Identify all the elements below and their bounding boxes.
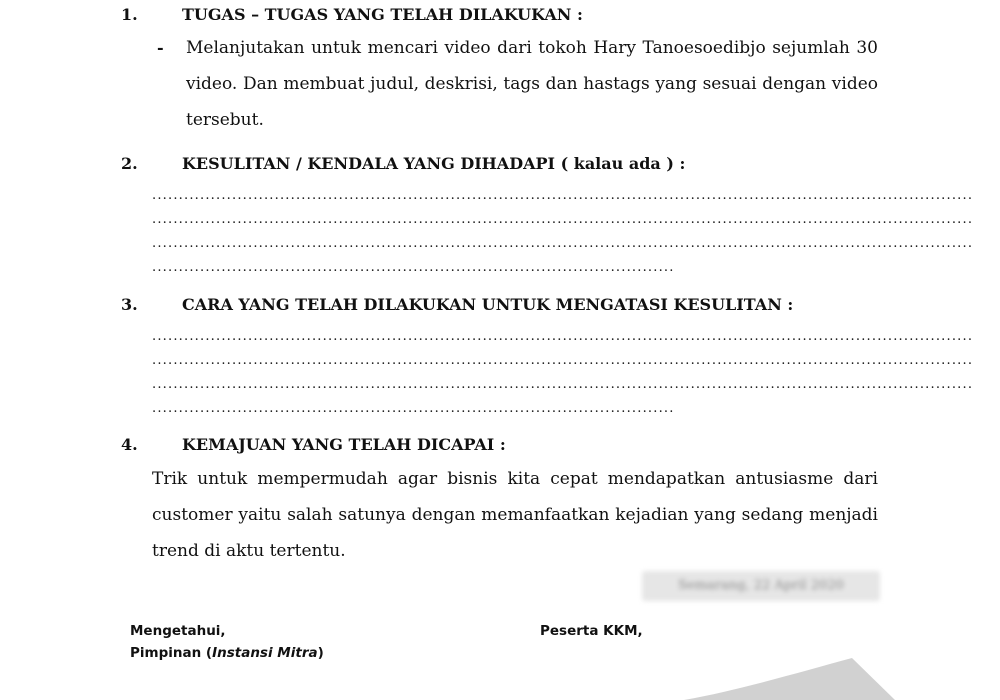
section-3-number: 3. [121, 295, 138, 314]
section-3-heading: CARA YANG TELAH DILAKUKAN UNTUK MENGATASI KESULITAN : [182, 295, 794, 314]
section-2-heading: KESULITAN / KENDALA YANG DIHADAPI ( kalau ada ) : [182, 154, 686, 173]
section-4-heading: KEMAJUAN YANG TELAH DICAPAI : [182, 435, 506, 454]
section-1-heading: TUGAS – TUGAS YANG TELAH DILAKUKAN : [182, 5, 583, 24]
signature-right-title: Peserta KKM, [540, 623, 643, 639]
dotted-line: .......................................................................................................................................................... [152, 353, 974, 368]
dotted-line: .......................................................................................................................................................... [152, 188, 974, 203]
section-1-number: 1. [121, 5, 138, 24]
dotted-line: .......................................................................................................................................................... [152, 329, 974, 344]
dotted-line: .................................................................................................. [152, 401, 675, 416]
section-2-number: 2. [121, 154, 138, 173]
section-4-text: Trik untuk mempermudah agar bisnis kita cepat mendapatkan antusiasme dari customer yaitu salah satunya dengan memanfaatkan kejadian yang sedang menjadi trend di aktu tertentu. [152, 469, 878, 561]
signature-left-role: Pimpinan (Instansi Mitra) [130, 645, 324, 661]
dotted-line: .................................................................................................. [152, 260, 675, 275]
section-1-text: Melanjutakan untuk mencari video dari tokoh Hary Tanoesoedibjo sejumlah 30 video. Dan membuat judul, deskrisi, tags dan hastags yang sesuai dengan video tersebut. [186, 38, 878, 130]
dotted-line: .......................................................................................................................................................... [152, 377, 974, 392]
dotted-line: .......................................................................................................................................................... [152, 236, 974, 251]
section-4-number: 4. [121, 435, 138, 454]
dotted-line: .......................................................................................................................................................... [152, 212, 974, 227]
section-1-bullet: - [157, 38, 164, 57]
redacted-date: Semarang, 22 April 2020 [642, 571, 880, 601]
signature-left-title: Mengetahui, [130, 623, 226, 639]
